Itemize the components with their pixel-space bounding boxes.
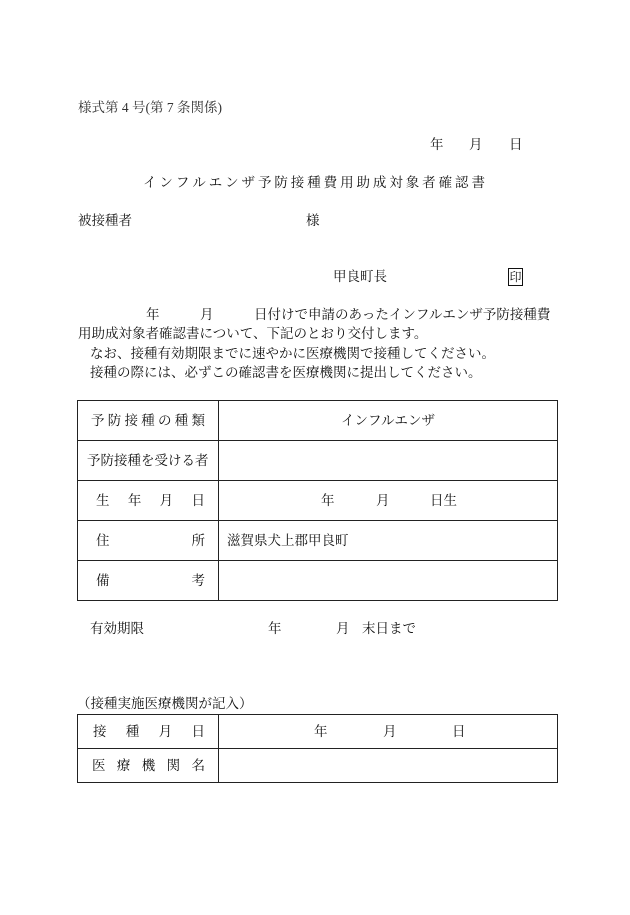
validity-year: 年	[268, 621, 282, 636]
issuer-name: 甲良町長	[333, 269, 387, 284]
vaccination-date-value	[219, 724, 557, 740]
label-cell	[78, 521, 219, 561]
remarks-value-cell	[219, 561, 558, 601]
value-cell	[219, 715, 558, 749]
table-row	[78, 481, 558, 521]
body-line3-text: なお、接種有効期限までに速やかに医療機関で接種してください。	[90, 346, 495, 361]
recipient-label: 被接種者	[78, 213, 132, 228]
vaccination-date-day: 日	[452, 723, 466, 739]
label-cell	[78, 561, 219, 601]
validity-month: 月	[336, 621, 350, 636]
value-cell	[219, 481, 558, 521]
medical-institution-value-cell	[219, 749, 558, 783]
label-cell	[78, 401, 219, 441]
issue-date-month: 月	[469, 137, 483, 152]
table-row	[78, 521, 558, 561]
table-row	[78, 441, 558, 481]
vaccination-date-month: 月	[383, 723, 397, 739]
medical-institution-label: 医 療 機 関 名	[92, 757, 205, 773]
body-line1-month: 月	[200, 307, 214, 322]
recipient-person-value-cell	[219, 441, 558, 481]
birthdate-label: 生 年 月 日	[96, 492, 205, 508]
vaccine-type-label: 予 防 接 種 の 種 類	[91, 412, 205, 428]
value-cell	[219, 401, 558, 441]
label-cell	[78, 715, 219, 749]
body-line4-text: 接種の際には、必ずこの確認書を医療機関に提出してください。	[90, 365, 482, 380]
seal-mark: 印	[509, 270, 522, 284]
validity-suffix: 末日まで	[362, 621, 416, 636]
issue-date-day: 日	[509, 137, 523, 152]
value-cell	[219, 521, 558, 561]
table-row	[78, 749, 558, 783]
table-row	[78, 401, 558, 441]
body-line2-text: 用助成対象者確認書について、下記のとおり交付します。	[78, 326, 428, 341]
body-line1-text: 日付けで申請のあったインフルエンザ予防接種費	[254, 307, 551, 322]
address-value: 滋賀県犬上郡甲良町	[227, 532, 349, 548]
birthdate-year: 年	[321, 492, 335, 508]
birthdate-day: 日生	[430, 492, 457, 508]
label-cell	[78, 441, 219, 481]
form-number: 様式第 4 号(第 7 条関係)	[78, 100, 222, 115]
recipient-honorific: 様	[306, 213, 320, 228]
clinic-section-note: （接種実施医療機関が記入）	[77, 696, 253, 711]
label-cell	[78, 481, 219, 521]
remarks-label: 備 考	[96, 572, 205, 588]
document-title: イ ン フ ル エ ン ザ 予 防 接 種 費 用 助 成 対 象 者 確 認 書	[143, 175, 485, 190]
body-line1-year: 年	[146, 307, 160, 322]
label-cell	[78, 749, 219, 783]
details-table	[77, 400, 558, 601]
vaccination-date-year: 年	[314, 723, 328, 739]
vaccination-date-label: 接 種 月 日	[93, 723, 205, 739]
validity-label: 有効期限	[90, 621, 144, 636]
birthdate-value	[219, 493, 557, 509]
table-row	[78, 561, 558, 601]
recipient-person-label: 予 防 接 種 を 受 け る 者	[87, 452, 209, 468]
address-label: 住 所	[96, 532, 205, 548]
table-row	[78, 715, 558, 749]
issue-date-year: 年	[430, 137, 444, 152]
vaccine-type-value: インフルエンザ	[341, 412, 435, 428]
clinic-table	[77, 714, 558, 783]
birthdate-month: 月	[376, 492, 390, 508]
